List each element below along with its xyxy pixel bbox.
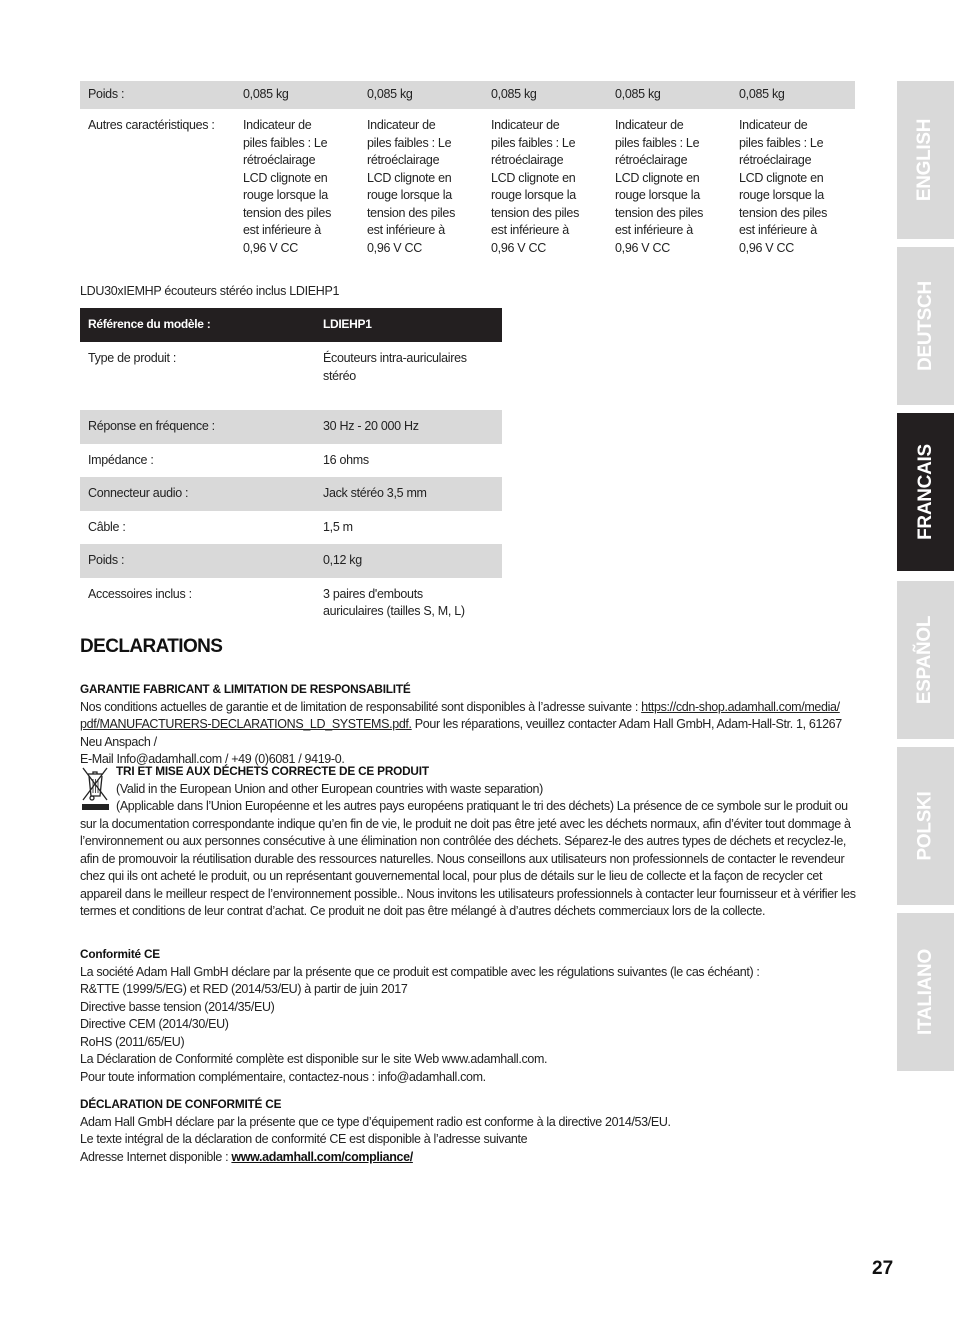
weee-section [80, 763, 866, 921]
declaration-of-conformity-section [80, 1096, 866, 1166]
header-cell: Référence du modèle : [80, 308, 315, 342]
cell-value: Jack stéréo 3,5 mm [315, 477, 502, 511]
cell-value: Indicateur de piles faibles : Le rétroéclairage LCD clignote en rouge lorsque la tension des piles est inférieure à 0,96 V CC [739, 118, 828, 255]
tab-deutsch[interactable] [897, 247, 954, 405]
row-label: Impédance : [88, 452, 154, 467]
doc-line: Adam Hall GmbH déclare par la présente que ce type d’équipement radio est conforme à la directive 2014/53/EU. [80, 1114, 671, 1129]
ce-line: RoHS (2011/65/EU) [80, 1034, 185, 1049]
tab-espanol[interactable] [897, 581, 954, 739]
cell-value: Indicateur de piles faibles : Le rétroéclairage LCD clignote en rouge lorsque la tension des piles est inférieure à 0,96 V CC [367, 118, 456, 255]
cell-value: 0,12 kg [315, 544, 502, 578]
warranty-link[interactable]: https://cdn-shop.adamhall.com/media/ pdf/MANUFACTURERS-DECLARATIONS_LD_SYSTEMS.pdf. [80, 699, 840, 731]
cell-value: 16 ohms [323, 452, 369, 467]
table-row [80, 342, 502, 410]
declarations-title: DECLARATIONS [80, 636, 223, 657]
ce-line: Directive CEM (2014/30/EU) [80, 1017, 229, 1031]
row-label: Autres caractéristiques : [88, 118, 215, 132]
tab-label: ITALIANO [914, 949, 936, 1035]
row-label: Poids : [80, 544, 315, 578]
tab-label: FRANCAIS [914, 444, 936, 540]
table-row [80, 444, 502, 478]
table-row [80, 109, 855, 265]
warranty-text-part: Nos conditions actuelles de garantie et de limitation de responsabilité sont disponibles à l’adresse suivante : [80, 699, 642, 714]
page-number: 27 [872, 1258, 894, 1279]
row-label: Accessoires inclus : [88, 586, 192, 601]
warranty-heading: GARANTIE FABRICANT & LIMITATION DE RESPONSABILITÉ [80, 682, 411, 696]
weee-text-en: (Valid in the European Union and other European countries with waste separation) [116, 781, 543, 796]
row-label: Poids : [80, 81, 235, 109]
spec-table-earphones [80, 308, 502, 646]
ce-line: Directive basse tension (2014/35/EU) [80, 999, 275, 1014]
tab-label: DEUTSCH [914, 281, 936, 371]
crossed-out-wheelie-bin-icon [80, 765, 110, 811]
table-header-row [80, 308, 502, 342]
cell-value: Indicateur de piles faibles : Le rétroéclairage LCD clignote en rouge lorsque la tension des piles est inférieure à 0,96 V CC [243, 118, 332, 255]
cell-value: Écouteurs intra-auriculaires stéréo [323, 351, 467, 383]
table-row [80, 544, 502, 578]
earphone-intro-line: LDU30xIEMHP écouteurs stéréo inclus LDIEHP1 [80, 284, 340, 298]
cell-value: 0,085 kg [731, 81, 855, 109]
warranty-text-part: Pour les réparations, veuillez contacter Adam Hall GmbH, Adam-Hall-Str. 1, 61267 Neu Anspach / [80, 717, 842, 749]
ce-line: R&TTE (1999/5/EG) et RED (2014/53/EU) à partir de juin 2017 [80, 982, 408, 996]
cell-value: 0,085 kg [607, 81, 731, 109]
row-label: Câble : [88, 519, 126, 534]
weee-heading: TRI ET MISE AUX DÉCHETS CORRECTE DE CE PRODUIT [116, 764, 429, 778]
doc-heading: DÉCLARATION DE CONFORMITÉ CE [80, 1097, 282, 1111]
table-row [80, 410, 502, 444]
cell-value: 0,085 kg [235, 81, 359, 109]
compliance-link[interactable]: www.adamhall.com/compliance/ [231, 1149, 413, 1164]
ce-line: La société Adam Hall GmbH déclare par la présente que ce produit est compatible avec les régulations suivantes (le cas échéant) : [80, 964, 760, 979]
cell-value: 0,085 kg [483, 81, 607, 109]
warranty-section [80, 681, 866, 769]
tab-italiano[interactable] [897, 913, 954, 1071]
tab-polski[interactable] [897, 747, 954, 905]
doc-line: Le texte intégral de la déclaration de conformité CE est disponible à l’adresse suivante [80, 1132, 528, 1146]
cell-value: 30 Hz - 20 000 Hz [315, 410, 502, 444]
ce-line: La Déclaration de Conformité complète est disponible sur le site Web www.adamhall.com. [80, 1052, 548, 1066]
row-label: Type de produit : [88, 351, 177, 365]
ce-heading: Conformité CE [80, 947, 160, 961]
tab-label: ENGLISH [914, 118, 936, 202]
tab-label: POLSKI [914, 791, 936, 861]
cell-value: 1,5 m [323, 519, 353, 534]
warranty-text [80, 699, 866, 769]
warranty-contact: E-Mail Info@adamhall.com / +49 (0)6081 / 9419-0. [80, 752, 345, 766]
header-cell: LDIEHP1 [315, 308, 502, 342]
table-row [80, 81, 855, 109]
weee-text-fr: (Applicable dans l’Union Européenne et les autres pays européens pratiquant le tri des déchets) La présence de ce symbole sur le produit ou sur la documentation correspondante indique qu’en fin de vie, le produit ne doit pas être jeté avec les déchets normaux, afin d’éviter tout dommage à l’environnement ou aux personnes consécutive à une élimination non contrôlée des déchets. Séparez-le des autres types de déchets et recyclez-le, afin de promouvoir la réutilisation durable des ressources naturelles. Nous conseillons aux utilisateurs non professionnels de contacter le revendeur chez qui ils ont acheté le produit, ou un représentant gouvernemental local, pour plus de détails sur le lieu de collecte et la façon de recycler cet appareil dans le meilleur respect de l’environnement possible.. Nous invitons les utilisateurs professionnels à contacter leur fournisseur et à vérifier les termes et conditions de leur contrat d’achat. Ce produit ne doit pas être mélangé à d’autres déchets commerciaux lors de la collecte. [80, 799, 856, 918]
row-label: Réponse en fréquence : [80, 410, 315, 444]
tab-english[interactable] [897, 81, 954, 239]
ce-conformity-section [80, 946, 866, 1086]
doc-line: Adresse Internet disponible : www.adamhall.com/compliance/ [80, 1149, 413, 1164]
cell-value: Indicateur de piles faibles : Le rétroéclairage LCD clignote en rouge lorsque la tension des piles est inférieure à 0,96 V CC [615, 118, 704, 255]
tab-francais[interactable] [897, 413, 954, 571]
row-label: Connecteur audio : [80, 477, 315, 511]
cell-value: 0,085 kg [359, 81, 483, 109]
cell-value: 3 paires d'embouts auriculaires (tailles S, M, L) [323, 586, 465, 618]
ce-line: Pour toute information complémentaire, contactez-nous : info@adamhall.com. [80, 1069, 486, 1084]
spec-table-top [80, 81, 855, 265]
table-row [80, 511, 502, 545]
cell-value: Indicateur de piles faibles : Le rétroéclairage LCD clignote en rouge lorsque la tension des piles est inférieure à 0,96 V CC [491, 118, 580, 255]
tab-label: ESPAÑOL [914, 615, 936, 705]
table-row [80, 477, 502, 511]
